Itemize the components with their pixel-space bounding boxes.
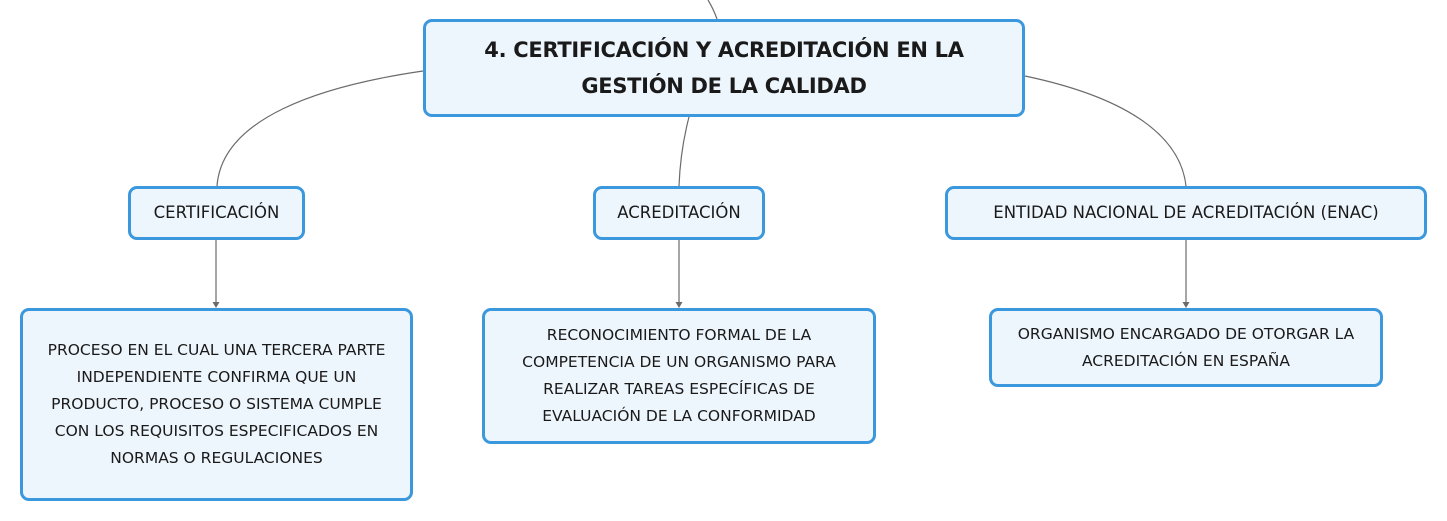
subtopic-enac-definition[interactable] — [989, 308, 1383, 387]
root-topic-node[interactable] — [423, 19, 1025, 117]
subtopic-certificacion-definition[interactable] — [20, 308, 413, 501]
connector-root-enac — [1025, 76, 1186, 186]
subtopic-certificacion-text: PROCESO EN EL CUAL UNA TERCERA PARTE INDEPENDIENTE CONFIRMA QUE UN PRODUCTO, PROCESO O SISTEMA CUMPLE CON LOS REQUISITOS ESPECIFICADOS EN NORMAS O REGULACIONES — [47, 341, 386, 467]
topic-acreditacion[interactable] — [593, 186, 765, 240]
topic-enac[interactable] — [945, 186, 1427, 240]
connector-root-acreditacion — [679, 117, 689, 186]
root-topic-title: 4. CERTIFICACIÓN Y ACREDITACIÓN EN LA GESTIÓN DE LA CALIDAD — [484, 38, 964, 98]
subtopic-enac-text: ORGANISMO ENCARGADO DE OTORGAR LA ACREDITACIÓN EN ESPAÑA — [1017, 324, 1355, 370]
connector-root-certificacion — [217, 71, 423, 186]
topic-acreditacion-label: ACREDITACIÓN — [617, 203, 741, 222]
subtopic-acreditacion-text: RECONOCIMIENTO FORMAL DE LA COMPETENCIA DE UN ORGANISMO PARA REALIZAR TAREAS ESPECÍFICAS DE EVALUACIÓN DE LA CONFORMIDAD — [522, 326, 836, 425]
subtopic-acreditacion-definition[interactable] — [482, 308, 876, 444]
topic-certificacion-label: CERTIFICACIÓN — [153, 203, 280, 222]
topic-certificacion[interactable] — [128, 186, 305, 240]
topic-enac-label: ENTIDAD NACIONAL DE ACREDITACIÓN (ENAC) — [993, 203, 1379, 222]
connector-from-parent — [708, 0, 717, 19]
